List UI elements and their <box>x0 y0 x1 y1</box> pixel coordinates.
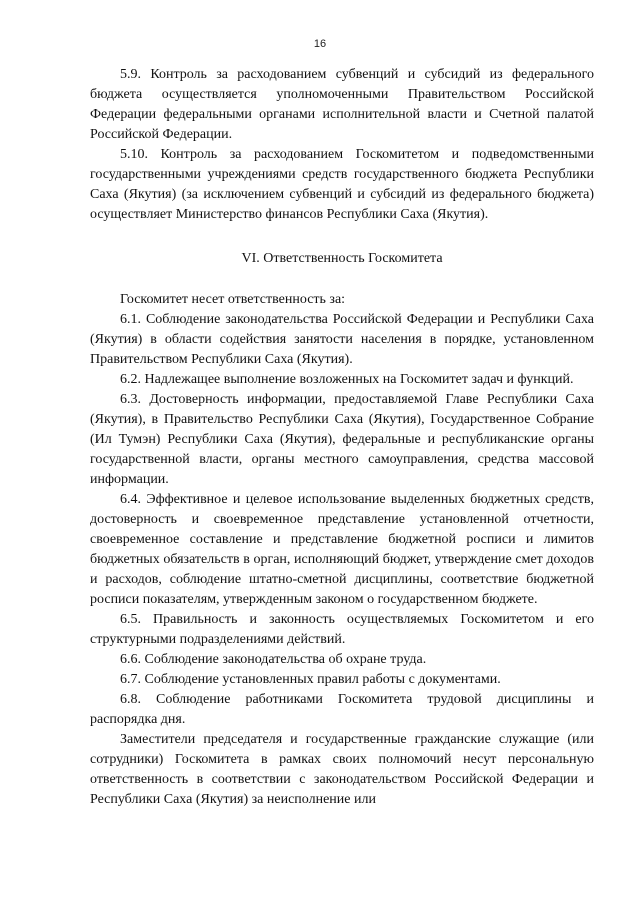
paragraph-6-intro: Госкомитет несет ответственность за: <box>120 292 346 307</box>
paragraph-6-5: 6.5. Правильность и законность осуществляемых Госкомитетом и его структурными подразделениями действий. <box>90 612 594 647</box>
section-5-block <box>90 65 594 225</box>
paragraph-6-3: 6.3. Достоверность информации, предоставляемой Главе Республики Саха (Якутия), в Правительство Республики Саха (Якутия), Государственное Собрание (Ил Тумэн) Республики Саха (Якутия), федеральные и республиканские органы государственной власти, органы местного самоуправления, средства массовой информации. <box>90 392 594 487</box>
section-6-block <box>90 290 594 810</box>
paragraph-6-4: 6.4. Эффективное и целевое использование выделенных бюджетных средств, достоверность и своевременное представление установленной отчетности, своевременное составление и представление бюджетной росписи и лимитов бюджетных обязательств в орган, исполняющий бюджет, утверждение смет доходов и расходов, соблюдение штатно-сметной дисциплины, соответствие бюджетной росписи показателям, утвержденным законом о государственном бюджете. <box>90 492 594 607</box>
paragraph-5-9: 5.9. Контроль за расходованием субвенций и субсидий из федерального бюджета осуществляется уполномоченными Правительством Российской Федерации федеральными органами исполнительной власти и Счетной палатой Российской Федерации. <box>90 67 594 142</box>
page-number: 16 <box>313 38 327 50</box>
paragraph-deputies: Заместители председателя и государственные гражданские служащие (или сотрудники) Госкомитета в рамках своих полномочий несут персональную ответственность в соответствии с законодательством Российской Федерации и Республики Саха (Якутия) за неисполнение или <box>90 732 594 807</box>
paragraph-6-8: 6.8. Соблюдение работниками Госкомитета трудовой дисциплины и распорядка дня. <box>90 692 594 727</box>
paragraph-6-1: 6.1. Соблюдение законодательства Российской Федерации и Республики Саха (Якутия) в области содействия занятости населения в порядке, установленном Правительством Республики Саха (Якутия). <box>90 312 594 367</box>
page-content <box>90 65 594 810</box>
paragraph-6-2: 6.2. Надлежащее выполнение возложенных на Госкомитет задач и функций. <box>120 372 574 387</box>
section-6-heading: VI. Ответственность Госкомитета <box>241 251 443 266</box>
paragraph-6-6: 6.6. Соблюдение законодательства об охране труда. <box>120 652 427 667</box>
paragraph-6-7: 6.7. Соблюдение установленных правил работы с документами. <box>120 672 501 687</box>
paragraph-5-10: 5.10. Контроль за расходованием Госкомитетом и подведомственными государственными учреждениями средств государственного бюджета Республики Саха (Якутия) (за исключением субвенций и субсидий из федерального бюджета) осуществляет Министерство финансов Республики Саха (Якутия). <box>90 147 594 222</box>
